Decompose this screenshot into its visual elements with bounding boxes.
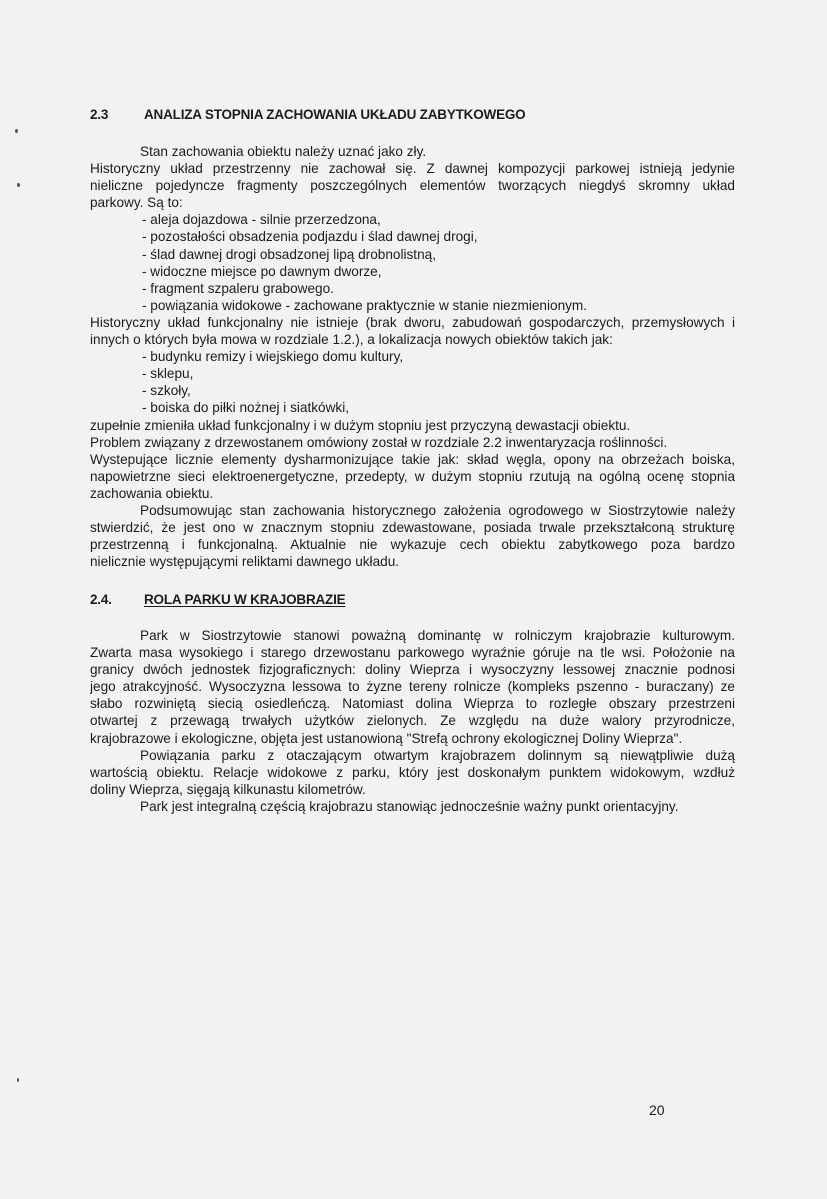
page-number: 20 xyxy=(649,1102,665,1118)
paragraph-line: zupełnie zmieniła układ funkcjonalny i w dużym stopniu jest przyczyną dewastacji obiektu. xyxy=(90,417,631,433)
paragraph-line: granicy dwóch jednostek fizjograficznych: doliny Wieprza i wysoczyzny lessowej znacznie podnosi xyxy=(90,662,735,678)
section-2-3-body xyxy=(90,143,735,570)
paragraph-line: Zwarta masa wysokiego i starego drzewostanu parkowego wyraźnie góruje na tle wsi. Położonie na xyxy=(90,645,735,661)
list-item: - sklepu, xyxy=(142,366,194,382)
list-item: - ślad dawnej drogi obsadzonej lipą drobnolistną, xyxy=(142,246,436,262)
paragraph-line: nieliczne pojedyncze fragmenty poszczególnych elementów tworzących niegdyś skromny układ xyxy=(90,178,735,194)
paragraph-line: jego atrakcyjność. Wysoczyzna lessowa to żyzne tereny rolnicze (kompleks pszenno - buraczany) ze xyxy=(90,679,735,695)
paragraph-line: Park jest integralną częścią krajobrazu stanowiąc jednocześnie ważny punkt orientacyjny. xyxy=(140,798,679,814)
list-item: - budynku remizy i wiejskiego domu kultury, xyxy=(142,349,404,365)
paragraph-line: Historyczny układ przestrzenny nie zachował się. Z dawnej kompozycji parkowej istnieją jedynie xyxy=(90,161,735,177)
paragraph-line: stwierdzić, że jest ono w znacznym stopniu zdewastowane, posiada trwale przekształconą strukturę xyxy=(90,520,735,536)
paragraph-line: zachowania obiektu. xyxy=(90,485,214,501)
scan-speck xyxy=(17,1078,19,1082)
list-item: - pozostałości obsadzenia podjazdu i ślad dawnej drogi, xyxy=(142,229,478,245)
paragraph-line: Podsumowując stan zachowania historycznego założenia ogrodowego w Siostrzytowie należy xyxy=(140,502,735,518)
paragraph-line: nielicznie występującymi reliktami dawnego układu. xyxy=(90,554,400,570)
paragraph-line: słabo rozwiniętą siecią osiedleńczą. Natomiast dolina Wieprza to rozległe obszary przestrzeni xyxy=(90,696,735,712)
section-number: 2.4. xyxy=(90,592,112,607)
paragraph-line: Historyczny układ funkcjonalny nie istnieje (brak dworu, zabudowań gospodarczych, przemysłowych i xyxy=(90,314,735,330)
paragraph-line: doliny Wieprza, sięgają kilkunastu kilometrów. xyxy=(90,781,366,797)
paragraph-line: przestrzenną i funkcjonalną. Aktualnie nie wykazuje cech obiektu zabytkowego poza bardzo xyxy=(90,537,735,553)
paragraph-line: Problem związany z drzewostanem omówiony został w rozdziale 2.2 inwentaryzacja roślinności. xyxy=(90,434,668,450)
section-title: ANALIZA STOPNIA ZACHOWANIA UKŁADU ZABYTKOWEGO xyxy=(144,107,526,122)
list-item: - widoczne miejsce po dawnym dworze, xyxy=(142,263,382,279)
paragraph-line: Park w Siostrzytowie stanowi poważną dominantę w rolniczym krajobrazie kulturowym. xyxy=(140,628,735,643)
section-number: 2.3 xyxy=(90,107,109,122)
list-item: - aleja dojazdowa - silnie przerzedzona, xyxy=(142,212,381,228)
list-item: - fragment szpaleru grabowego. xyxy=(142,280,334,296)
paragraph-line: Powiązania parku z otaczającym otwartym krajobrazem dolinnym są niewątpliwie dużą xyxy=(140,747,735,763)
list-item: - boiska do piłki nożnej i siatkówki, xyxy=(142,400,350,416)
list-item: - powiązania widokowe - zachowane praktycznie w stanie niezmienionym. xyxy=(142,297,588,313)
scan-speck xyxy=(15,129,18,133)
paragraph-line: krajobrazowe i ekologiczne, objęta jest ustanowioną "Strefą ochrony ekologicznej Doliny Wieprza". xyxy=(90,730,683,746)
section-title: ROLA PARKU W KRAJOBRAZIE xyxy=(144,592,346,607)
paragraph-line: Wystepujące licznie elementy dysharmonizujące takie jak: skład węgla, opony na obrzeżach boiska, xyxy=(90,451,735,467)
paragraph-line: wartością obiektu. Relacje widokowe z parku, który jest doskonałym punktem widokowym, wzdłuż xyxy=(90,764,735,780)
paragraph-line: Stan zachowania obiektu należy uznać jako zły. xyxy=(140,144,427,159)
paragraph-line: parkowy. Są to: xyxy=(90,195,183,211)
scan-speck xyxy=(17,183,20,187)
section-2-4-body xyxy=(90,627,735,815)
list-item: - szkoły, xyxy=(142,383,191,399)
paragraph-line: otwartej z przewagą trwałych użytków zielonych. Ze względu na duże walory przyrodnicze, xyxy=(90,713,735,729)
paragraph-line: innych o których była mowa w rozdziale 1.2.), a lokalizacja nowych obiektów takich jak: xyxy=(90,332,613,348)
paragraph-line: napowietrzne sieci elektroenergetyczne, przedepty, w dużym stopniu rzutują na ogólną ocenę stopnia xyxy=(90,468,735,484)
